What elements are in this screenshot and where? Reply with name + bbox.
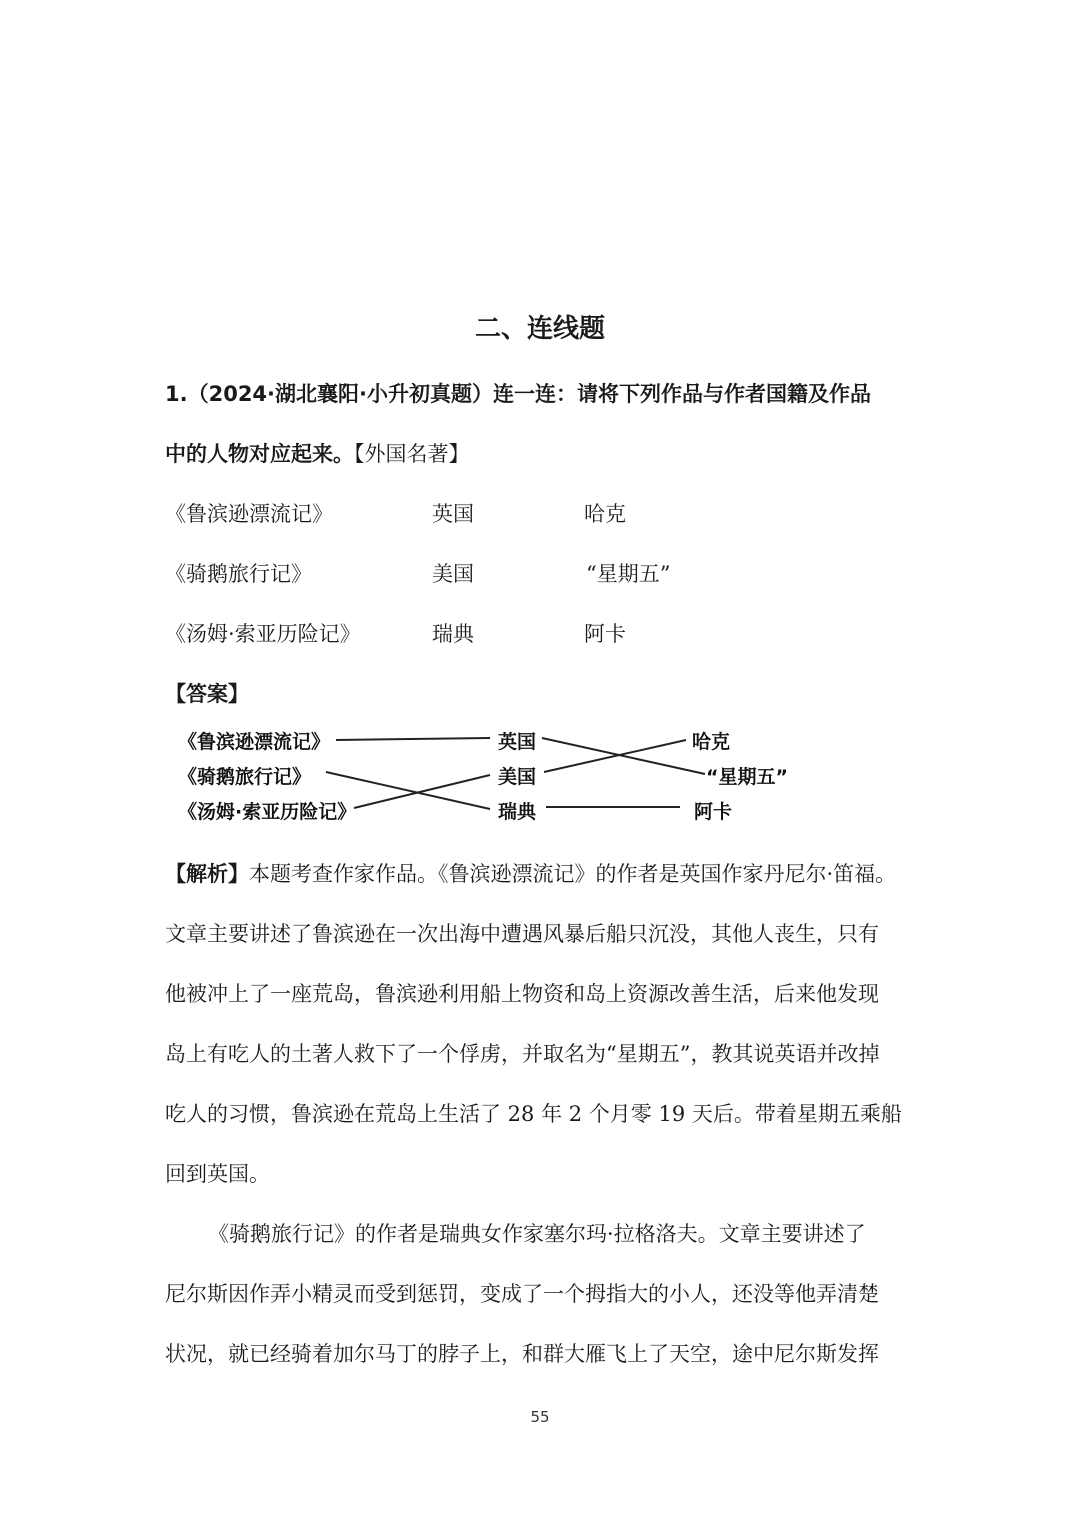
question-line-2-text: 中的人物对应起来。 xyxy=(165,442,354,466)
option-character-2: “星期五” xyxy=(586,562,671,586)
analysis-line-3: 他被冲上了一座荒岛，鲁滨逊利用船上物资和岛上资源改善生活，后来他发现 xyxy=(165,982,879,1006)
answer-label: 【答案】 xyxy=(165,682,249,706)
diagram-country-3: 瑞典 xyxy=(498,801,537,823)
line-britain-friday xyxy=(542,738,705,774)
option-work-3: 《汤姆·索亚历险记》 xyxy=(165,622,361,646)
option-country-2: 美国 xyxy=(432,562,474,586)
analysis-line-6: 回到英国。 xyxy=(165,1162,270,1186)
page-number: 55 xyxy=(530,1408,550,1426)
option-country-1: 英国 xyxy=(432,502,474,526)
line-tom-usa xyxy=(354,775,490,808)
diagram-character-2: “星期五” xyxy=(706,766,788,788)
answer-lines xyxy=(0,715,1080,830)
diagram-country-2: 美国 xyxy=(498,766,537,788)
analysis-label: 【解析】 xyxy=(165,862,249,886)
question-line-1: 1.（2024·湖北襄阳·小升初真题）连一连：请将下列作品与作者国籍及作品 xyxy=(165,382,871,406)
option-work-1: 《鲁滨逊漂流记》 xyxy=(165,502,333,526)
option-character-1: 哈克 xyxy=(584,502,626,526)
diagram-work-2: 《骑鹅旅行记》 xyxy=(178,766,312,788)
analysis-line-5: 吃人的习惯，鲁滨逊在荒岛上生活了 28 年 2 个月零 19 天后。带着星期五乘船 xyxy=(165,1102,902,1126)
analysis-line-2: 文章主要讲述了鲁滨逊在一次出海中遭遇风暴后船只沉没，其他人丧生，只有 xyxy=(165,922,879,946)
diagram-work-1: 《鲁滨逊漂流记》 xyxy=(178,731,331,753)
line-usa-huck xyxy=(544,740,686,772)
option-work-2: 《骑鹅旅行记》 xyxy=(165,562,312,586)
diagram-country-1: 英国 xyxy=(498,731,537,753)
diagram-work-3: 《汤姆·索亚历险记》 xyxy=(178,801,357,823)
answer-diagram xyxy=(0,715,1080,830)
para2-line-2: 尼尔斯因作弄小精灵而受到惩罚，变成了一个拇指大的小人，还没等他弄清楚 xyxy=(165,1282,879,1306)
para2-line-1: 《骑鹅旅行记》的作者是瑞典女作家塞尔玛·拉格洛夫。文章主要讲述了 xyxy=(208,1222,866,1246)
analysis-text-1: 本题考查作家作品。《鲁滨逊漂流记》的作者是英国作家丹尼尔·笛福。 xyxy=(249,862,897,886)
para2-line-3: 状况，就已经骑着加尔马丁的脖子上，和群大雁飞上了天空，途中尼尔斯发挥 xyxy=(165,1342,879,1366)
analysis-line-1 xyxy=(165,858,896,888)
line-robinson-britain xyxy=(336,738,490,740)
diagram-character-3: 阿卡 xyxy=(694,801,733,823)
question-line-2 xyxy=(165,438,470,468)
option-character-3: 阿卡 xyxy=(584,622,626,646)
analysis-line-4: 岛上有吃人的土著人救下了一个俘虏，并取名为“星期五”，教其说英语并改掉 xyxy=(165,1042,880,1066)
section-title: 二、连线题 xyxy=(474,314,605,344)
diagram-character-1: 哈克 xyxy=(692,731,731,753)
option-country-3: 瑞典 xyxy=(432,622,474,646)
question-tag: 【外国名著】 xyxy=(354,442,470,466)
